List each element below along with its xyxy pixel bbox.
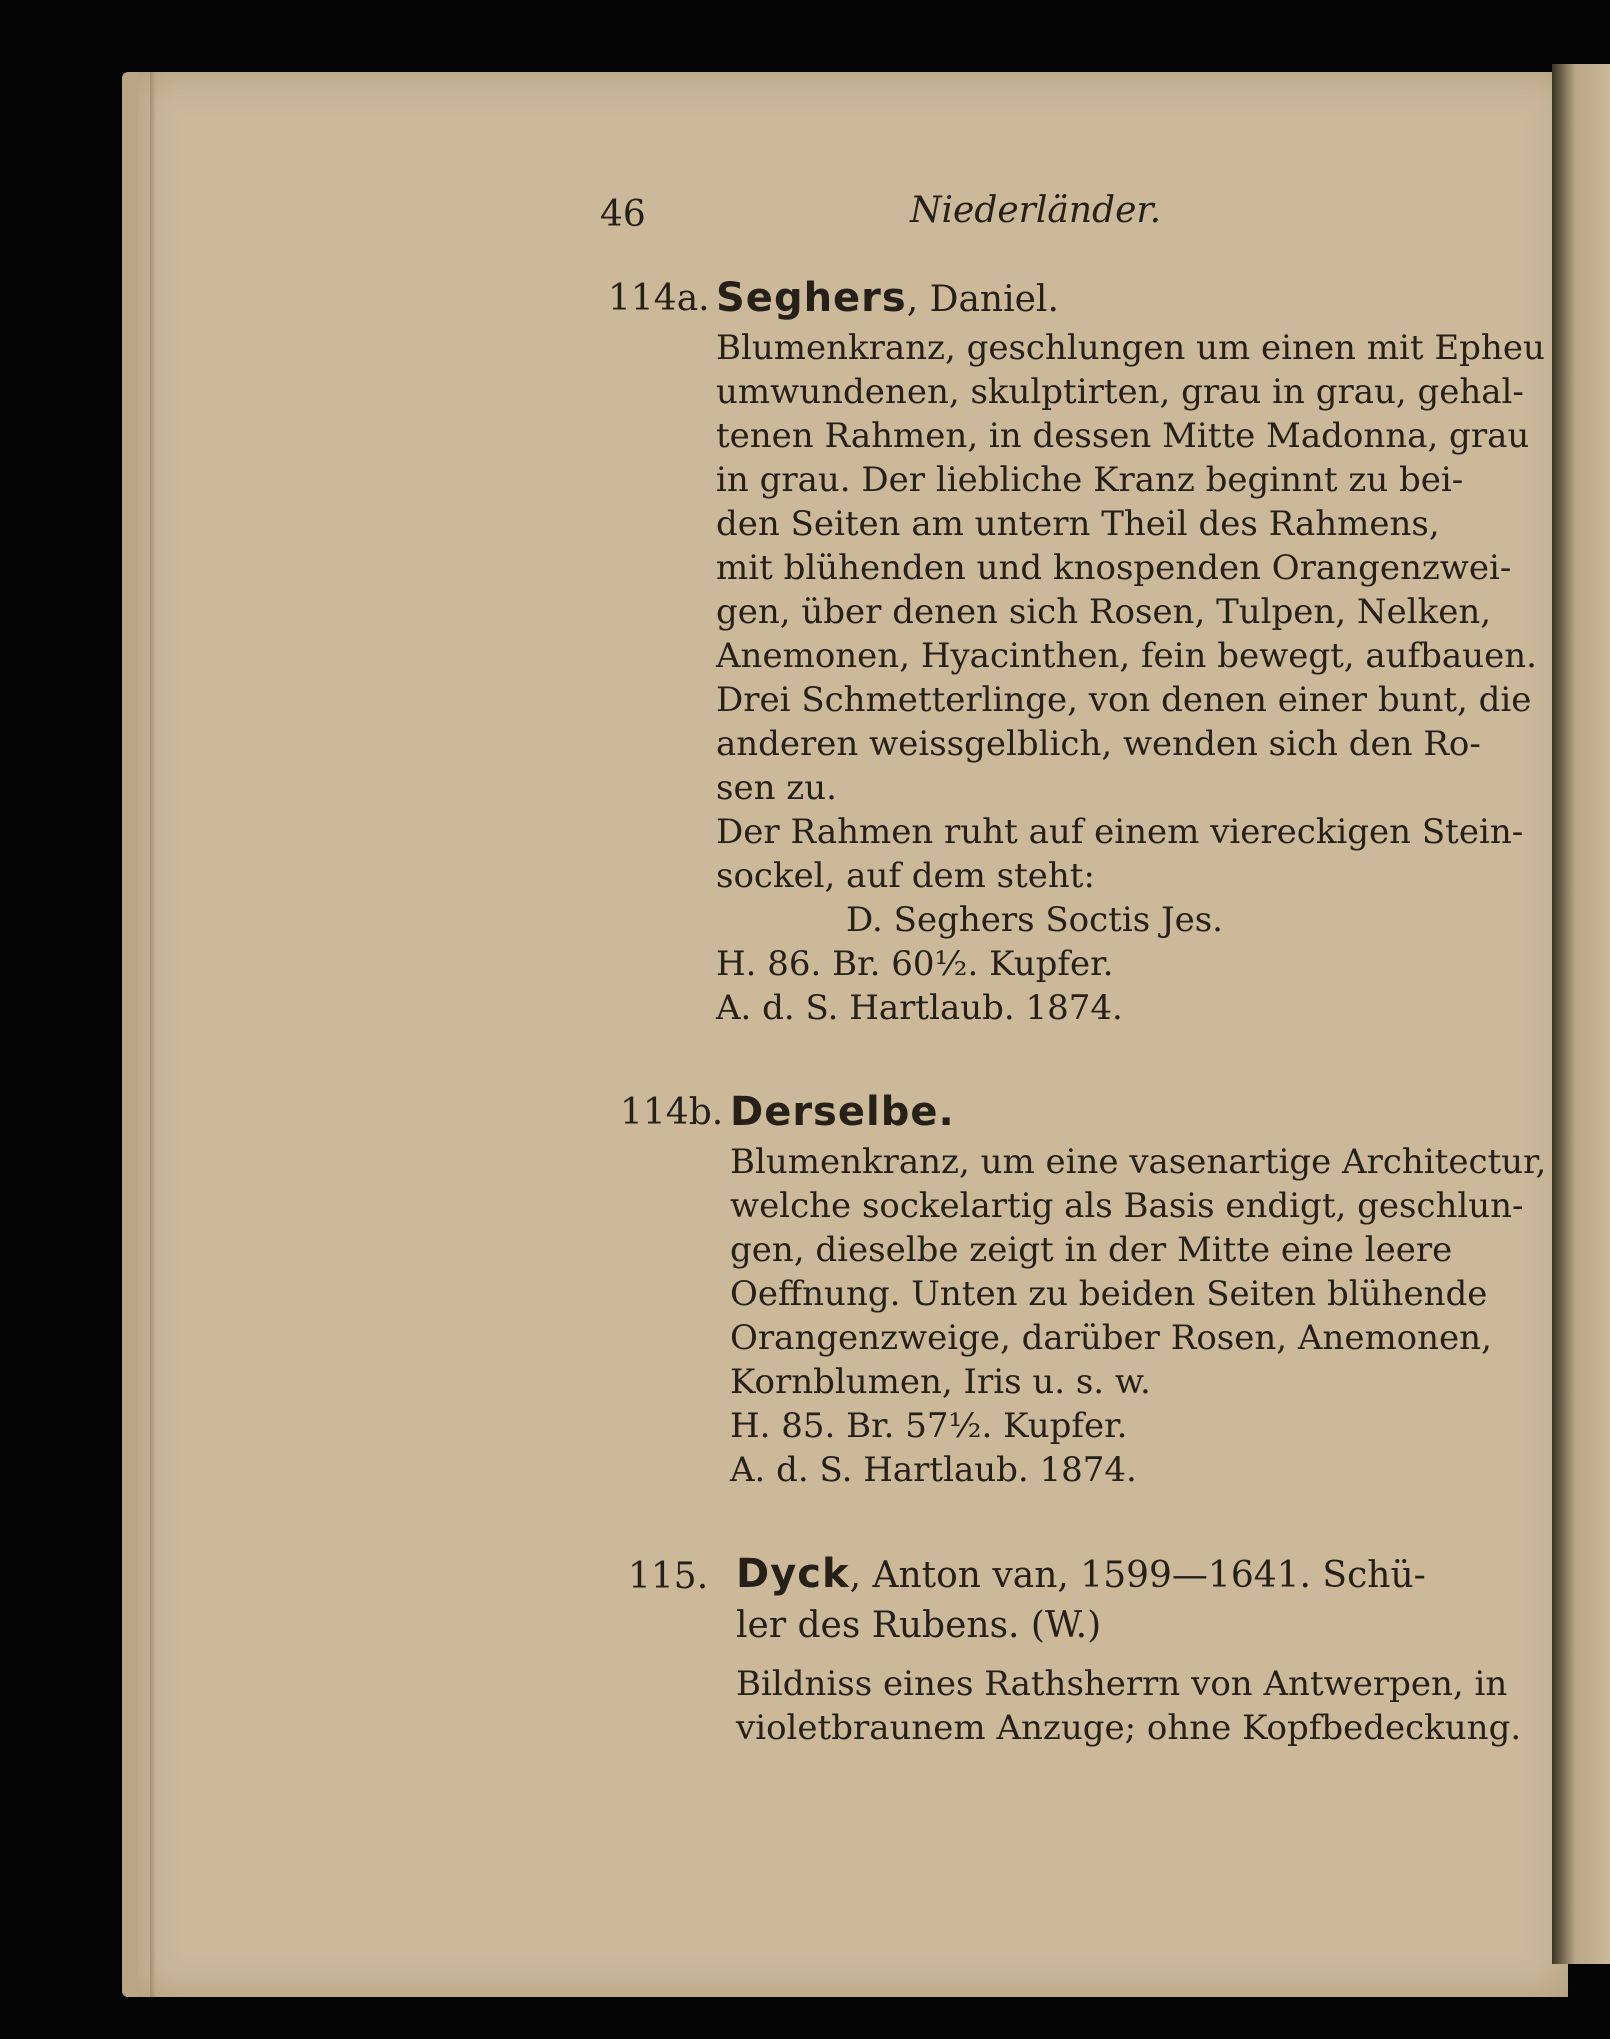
provenance-line: A. d. S. Hartlaub. 1874. bbox=[716, 988, 1123, 1028]
text-line: gen, über denen sich Rosen, Tulpen, Nelken, bbox=[716, 592, 1492, 632]
text-line: violetbraunem Anzuge; ohne Kopfbedeckung. bbox=[736, 1708, 1522, 1748]
artist-name: Seghers bbox=[716, 275, 907, 321]
running-title: Niederländer. bbox=[910, 190, 1162, 231]
text-line: Oeffnung. Unten zu beiden Seiten blühende bbox=[730, 1274, 1488, 1314]
text-line: welche sockelartig als Basis endigt, geschlun- bbox=[730, 1186, 1524, 1226]
dimensions-line: H. 86. Br. 60½. Kupfer. bbox=[716, 944, 1114, 984]
artist-name: Dyck bbox=[736, 1551, 850, 1597]
page-number: 46 bbox=[600, 194, 646, 235]
text-line: Drei Schmetterlinge, von denen einer bunt, die bbox=[716, 680, 1532, 720]
artist-name: Derselbe. bbox=[730, 1089, 955, 1135]
text-line: Blumenkranz, geschlungen um einen mit Epheu bbox=[716, 328, 1545, 368]
entry-heading bbox=[716, 276, 1059, 322]
artist-details: , Anton van, 1599—1641. Schü- bbox=[849, 1555, 1426, 1596]
text-line: mit blühenden und knospenden Orangenzwei- bbox=[716, 548, 1512, 588]
text-line: Der Rahmen ruht auf einem viereckigen Stein- bbox=[716, 812, 1524, 852]
provenance-line: A. d. S. Hartlaub. 1874. bbox=[730, 1450, 1137, 1490]
text-line: Kornblumen, Iris u. s. w. bbox=[730, 1362, 1151, 1402]
next-page-edge bbox=[1552, 64, 1610, 1964]
text-line: Orangenzweige, darüber Rosen, Anemonen, bbox=[730, 1318, 1492, 1358]
entry-number: 115. bbox=[628, 1556, 709, 1597]
entry-number: 114a. bbox=[608, 278, 710, 319]
text-line: Blumenkranz, um eine vasenartige Architectur, bbox=[730, 1142, 1547, 1182]
text-line: Anemonen, Hyacinthen, fein bewegt, aufbauen. bbox=[716, 636, 1537, 676]
text-line: tenen Rahmen, in dessen Mitte Madonna, grau bbox=[716, 416, 1530, 456]
entry-number: 114b. bbox=[620, 1092, 724, 1133]
text-line: sockel, auf dem steht: bbox=[716, 856, 1095, 896]
text-line: ler des Rubens. (W.) bbox=[736, 1605, 1102, 1646]
inscription-line: D. Seghers Soctis Jes. bbox=[846, 900, 1223, 940]
text-line: in grau. Der liebliche Kranz beginnt zu bei- bbox=[716, 460, 1464, 500]
dimensions-line: H. 85. Br. 57½. Kupfer. bbox=[730, 1406, 1128, 1446]
text-line: den Seiten am untern Theil des Rahmens, bbox=[716, 504, 1440, 544]
text-line: sen zu. bbox=[716, 768, 837, 808]
text-line: gen, dieselbe zeigt in der Mitte eine leere bbox=[730, 1230, 1453, 1270]
entry-heading bbox=[730, 1090, 955, 1136]
artist-details: , Daniel. bbox=[906, 279, 1059, 320]
text-line: anderen weissgelblich, wenden sich den Ro- bbox=[716, 724, 1481, 764]
text-line: umwundenen, skulptirten, grau in grau, gehal- bbox=[716, 372, 1524, 412]
text-line: Bildniss eines Rathsherrn von Antwerpen, in bbox=[736, 1664, 1508, 1704]
entry-heading bbox=[736, 1552, 1426, 1598]
